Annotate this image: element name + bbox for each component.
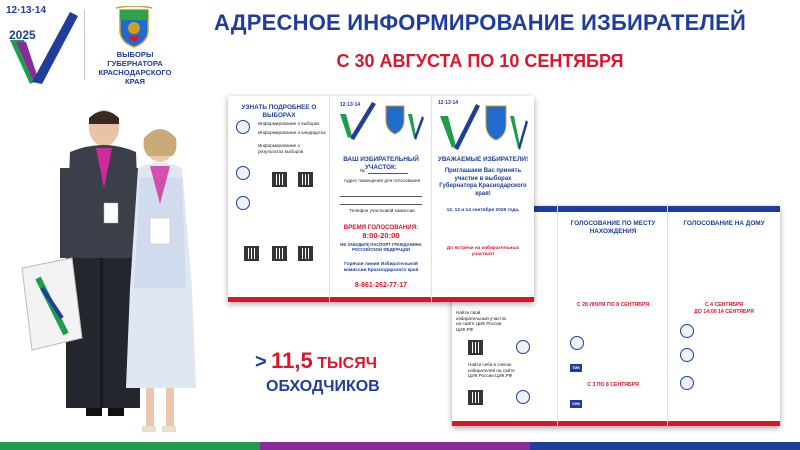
cik-icon: [516, 340, 530, 354]
front-panel1-title: УЗНАТЬ ПОДРОБНЕЕ О ВЫБОРАХ: [241, 104, 317, 119]
qr-code: [298, 172, 313, 187]
address-line: [340, 196, 422, 197]
canvassers-photo: [0, 108, 215, 443]
bottom-stripe-purple: [260, 442, 530, 450]
address-label: Адрес помещения для голосования: [343, 178, 421, 183]
voting-time-title: ВРЕМЯ ГОЛОСОВАНИЯ:: [343, 224, 419, 231]
closing-text: До встречи на избирательных участках!: [446, 246, 520, 257]
qr-code: [468, 340, 483, 355]
bottom-stripe-blue: [530, 442, 800, 450]
mfc-icon: [570, 336, 584, 350]
front-item-1: Информирование о выборах: [258, 121, 320, 126]
panel-top-band: [668, 206, 780, 212]
passport-note: НЕ ЗАБУДЬТЕ ПАСПОРТ ГРАЖДАНИНА РОССИЙСКОЙ ФЕДЕРАЦИИ: [340, 242, 422, 252]
uik-badge: УИК: [570, 400, 582, 408]
address-line: [340, 204, 422, 205]
back-panel-location: [558, 206, 668, 426]
election-dates: 12, 13 и 14 сентября 2025 года,: [446, 208, 520, 213]
qr-code: [244, 246, 259, 261]
bottom-stripe-green: [0, 442, 260, 450]
location-voting-title: ГОЛОСОВАНИЕ ПО МЕСТУ НАХОЖДЕНИЯ: [570, 220, 656, 235]
phone-label: Телефон участковой комиссии: [349, 208, 415, 213]
station-number: №: [360, 168, 365, 173]
front-item-3: Информирование о результатах выборов: [258, 143, 304, 154]
stat-unit: ТЫСЯЧ: [317, 355, 377, 372]
cik-icon: [516, 390, 530, 404]
panel-stripe: [452, 421, 557, 426]
commission-icon: [680, 324, 694, 338]
qr-code: [272, 246, 287, 261]
qr-code: [272, 172, 287, 187]
location-date-2: С 3 ПО 8 СЕНТЯБРЯ: [587, 382, 639, 388]
internet-icon: [236, 120, 250, 134]
front-logo-dates-2: 12·13·14: [438, 100, 459, 106]
logo-year: 2025: [9, 28, 36, 42]
leaflet-front: [228, 96, 534, 302]
back-panel-home: [668, 206, 780, 426]
location-body: [568, 248, 658, 254]
panel-stripe: [558, 421, 667, 426]
front-panel-invite: [432, 96, 534, 302]
panel-top-band: [558, 206, 667, 212]
voting-time: 8:00-20:00: [362, 231, 400, 240]
election-logo-crest: [438, 100, 528, 150]
stat-prefix: >: [255, 351, 267, 373]
invitation: Приглашаем Вас принять участие в выборах Губернатора Краснодарского края!: [439, 168, 527, 197]
crest-icon: [114, 6, 154, 48]
election-logo: [6, 6, 78, 82]
qr-code: [298, 246, 313, 261]
location-date-1: С 28 ИЮЛЯ ПО 8 СЕНТЯБРЯ: [576, 302, 650, 308]
crest-caption: ВЫБОРЫ ГУБЕРНАТОРА КРАСНОДАРСКОГО КРАЯ: [98, 50, 172, 86]
canvassers-stat: [255, 348, 377, 374]
find-self-text: Найти себя в списке избирателей на сайте ЦИК России ЦИК.РФ: [468, 362, 515, 379]
stat-caption: ОБХОДЧИКОВ: [266, 378, 380, 395]
tik-badge: ТИК: [570, 364, 582, 372]
phone-icon: [236, 196, 250, 210]
find-station-text: Найти свой избирательный участок на сайте ЦИК России ЦИК.РФ: [456, 310, 507, 332]
panel-stripe: [668, 421, 780, 426]
page-subtitle: С 30 АВГУСТА ПО 10 СЕНТЯБРЯ: [336, 51, 624, 71]
logo-divider: [84, 10, 85, 80]
front-item-2: Информирование о кандидатах: [258, 130, 326, 135]
panel-stripe: [432, 297, 534, 302]
gosuslugi-icon: [680, 376, 694, 390]
v-check-icon: [8, 12, 78, 84]
station-number-line: [368, 173, 408, 174]
phone-icon: [680, 348, 694, 362]
hotline-label: Горячая линия Избирательной комиссии Краснодарского края: [343, 262, 419, 273]
hotline-phone: 8-861-262-77-17: [354, 282, 408, 289]
front-logo-dates: 12·13·14: [340, 102, 361, 108]
logo-dates: 12·13·14: [6, 5, 47, 16]
stat-number: 11,5: [271, 348, 313, 373]
home-date-1: С 4 СЕНТЯБРЯ: [704, 302, 744, 308]
front-panel-info: [228, 96, 330, 302]
qr-code: [468, 390, 483, 405]
home-voting-title: ГОЛОСОВАНИЕ НА ДОМУ: [683, 220, 765, 227]
greeting: УВАЖАЕМЫЕ ИЗБИРАТЕЛИ!: [437, 156, 529, 163]
front-panel-station: [330, 96, 432, 302]
panel-stripe: [330, 297, 431, 302]
cik-icon: [236, 166, 250, 180]
your-station-label: ВАШ ИЗБИРАТЕЛЬНЫЙ УЧАСТОК:: [343, 156, 419, 171]
home-date-2: ДО 14:00 14 СЕНТЯБРЯ: [694, 309, 754, 315]
page-title: АДРЕСНОЕ ИНФОРМИРОВАНИЕ ИЗБИРАТЕЛЕЙ: [214, 10, 746, 35]
panel-stripe: [228, 297, 329, 302]
invite-body: [440, 216, 526, 222]
